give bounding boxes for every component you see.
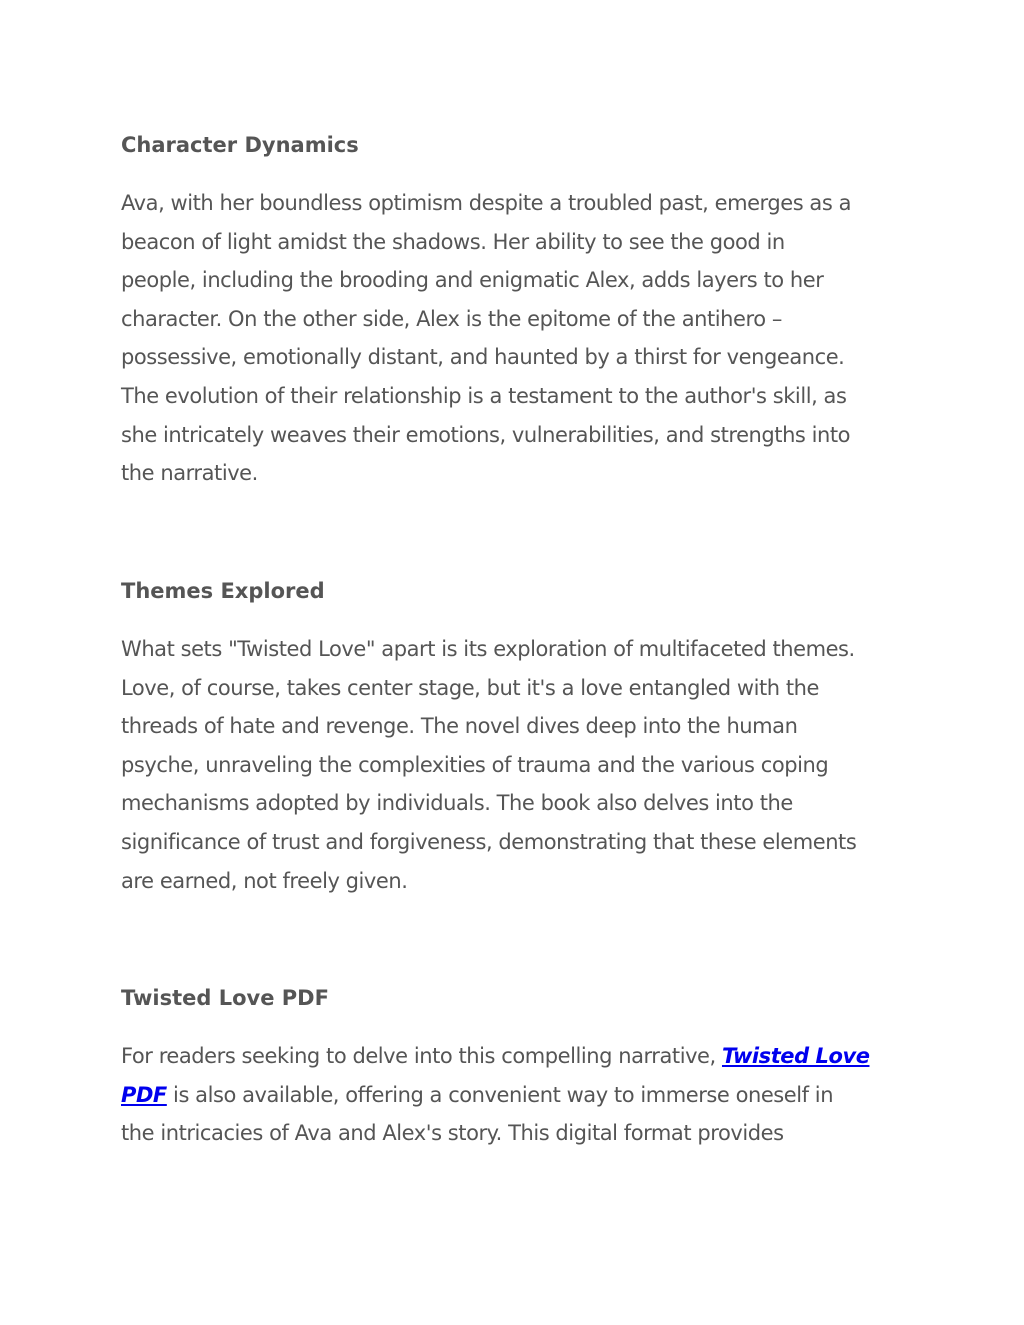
text-line: possessive, emotionally distant, and haunted by a thirst for vengeance.: [121, 345, 845, 370]
section-heading-character-dynamics: Character Dynamics: [121, 133, 359, 157]
section-heading-themes-explored: Themes Explored: [121, 579, 325, 603]
text-line: she intricately weaves their emotions, vulnerabilities, and strengths into: [121, 422, 851, 447]
text-line: psyche, unraveling the complexities of trauma and the various coping: [121, 752, 829, 777]
text-line: The evolution of their relationship is a testament to the author's skill, as: [121, 383, 847, 408]
section-heading-twisted-love-pdf: Twisted Love PDF: [121, 986, 329, 1010]
text-line: Ava, with her boundless optimism despite a troubled past, emerges as a: [121, 191, 851, 215]
text-line: Love, of course, takes center stage, but it's a love entangled with the: [121, 675, 820, 700]
text-line: the intricacies of Ava and Alex's story. This digital format provides: [121, 1121, 784, 1146]
text-line: the narrative.: [121, 461, 258, 486]
text-line: character. On the other side, Alex is the epitome of the antihero –: [121, 306, 782, 331]
text-line: [121, 1037, 906, 1076]
paragraph-character-dynamics: [121, 184, 906, 493]
paragraph-themes-explored: [121, 630, 906, 900]
text-line: threads of hate and revenge. The novel dives deep into the human: [121, 714, 798, 739]
text-line: [121, 1076, 906, 1115]
text-line: significance of trust and forgiveness, demonstrating that these elements: [121, 829, 857, 854]
paragraph-twisted-love-pdf: [121, 1037, 906, 1153]
text-segment: For readers seeking to delve into this compelling narrative,: [121, 1044, 722, 1068]
text-segment: is also available, offering a convenient way to immerse oneself in: [166, 1082, 834, 1107]
text-line: people, including the brooding and enigmatic Alex, adds layers to her: [121, 268, 824, 293]
text-line: mechanisms adopted by individuals. The book also delves into the: [121, 791, 793, 816]
twisted-love-pdf-link-part1[interactable]: Twisted Love: [721, 1044, 870, 1068]
twisted-love-pdf-link-part2[interactable]: PDF: [121, 1082, 167, 1107]
text-line: are earned, not freely given.: [121, 868, 408, 893]
text-line: beacon of light amidst the shadows. Her ability to see the good in: [121, 229, 785, 254]
text-line: What sets "Twisted Love" apart is its exploration of multifaceted themes.: [121, 637, 855, 661]
